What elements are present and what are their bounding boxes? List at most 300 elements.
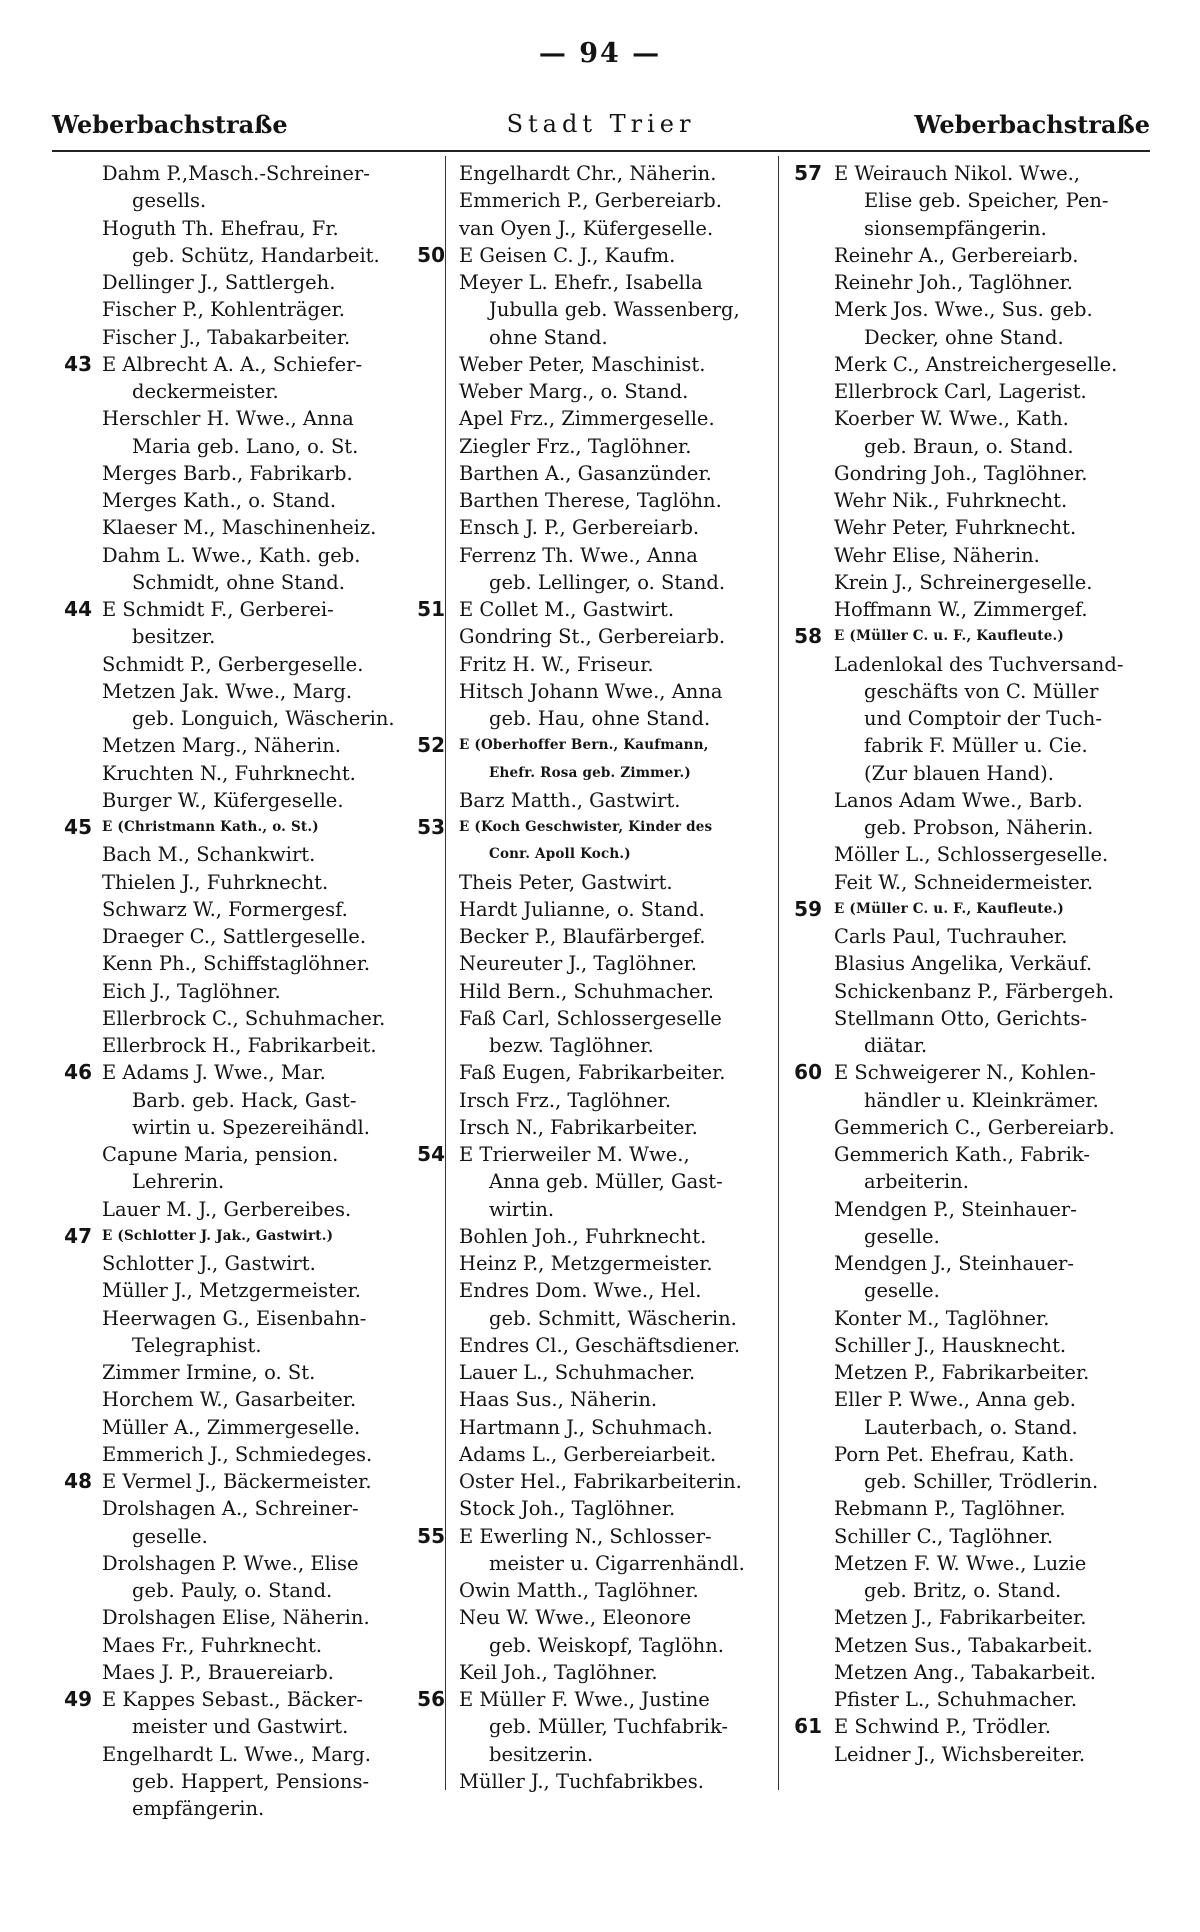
resident-entry [405, 1495, 785, 1522]
entry-line: Irsch N., Fabrikarbeiter. [459, 1115, 698, 1139]
entry-line: E Schweigerer N., Kohlen- [834, 1061, 1096, 1085]
house-number: 59 [794, 896, 822, 921]
resident-entry [788, 869, 1148, 896]
entry-continuation: Maria geb. Lano, o. St. [132, 434, 359, 458]
house-entry [788, 160, 1148, 242]
entry-line: Wehr Peter, Fuhrknecht. [834, 516, 1077, 540]
resident-entry [405, 460, 785, 487]
resident-entry [52, 1550, 442, 1605]
entry-continuation: geb. Probson, Näherin. [864, 816, 1094, 839]
entry-line: Wehr Elise, Näherin. [834, 543, 1040, 567]
entry-continuation: händler u. Kleinkrämer. [864, 1088, 1099, 1112]
entry-line: Dellinger J., Sattlergeh. [102, 271, 336, 294]
house-entry [788, 1059, 1148, 1114]
house-number: 44 [64, 597, 92, 621]
entry-line: Carls Paul, Tuchrauher. [834, 925, 1068, 948]
header-rule [52, 150, 1150, 152]
resident-entry [788, 296, 1148, 351]
entry-line: Ferrenz Th. Wwe., Anna [459, 543, 698, 567]
entry-line: E Albrecht A. A., Schiefer- [102, 352, 363, 376]
entry-line: Stellmann Otto, Gerichts- [834, 1006, 1088, 1030]
resident-entry [788, 460, 1148, 487]
entry-continuation: geselle. [864, 1279, 940, 1303]
entry-continuation: Jubulla geb. Wassenberg, [489, 298, 740, 322]
entry-continuation: Conr. Apoll Koch.) [489, 846, 631, 863]
resident-entry [52, 896, 442, 923]
entry-continuation: geb. Schütz, Handarbeit. [132, 243, 380, 267]
resident-entry [405, 1604, 785, 1659]
resident-entry [405, 1468, 785, 1495]
entry-line: Gemmerich Kath., Fabrik- [834, 1143, 1090, 1166]
house-entry [52, 351, 442, 406]
resident-entry [405, 1250, 785, 1277]
entry-continuation: Barb. geb. Hack, Gast- [132, 1088, 357, 1112]
resident-entry [405, 269, 785, 351]
entry-line: Barthen A., Gasanzünder. [459, 461, 712, 485]
entry-line: Barz Matth., Gastwirt. [459, 788, 681, 812]
entry-line: Zimmer Irmine, o. St. [102, 1361, 316, 1384]
entry-line: Heerwagen G., Eisenbahn- [102, 1306, 367, 1330]
resident-entry [788, 1114, 1148, 1141]
resident-entry [52, 678, 442, 733]
resident-entry [788, 242, 1148, 269]
house-number: 43 [64, 351, 92, 376]
resident-entry [52, 950, 442, 977]
entry-line: Herschler H. Wwe., Anna [102, 407, 354, 431]
resident-entry [52, 1414, 442, 1441]
resident-entry [52, 1604, 442, 1631]
resident-entry [788, 1632, 1148, 1659]
entry-line: Wehr Nik., Fuhrknecht. [834, 489, 1068, 512]
entry-line: Schickenbanz P., Färbergeh. [834, 979, 1115, 1003]
resident-entry [788, 514, 1148, 541]
resident-entry [52, 160, 442, 215]
resident-entry [52, 651, 442, 678]
resident-entry [788, 596, 1148, 623]
house-number: 46 [64, 1060, 92, 1085]
entry-continuation: Telegraphist. [132, 1333, 262, 1357]
resident-entry [405, 896, 785, 923]
entry-line: Drolshagen P. Wwe., Elise [102, 1551, 359, 1575]
house-number: 48 [64, 1469, 92, 1493]
resident-entry [52, 215, 442, 270]
entry-continuation: Anna geb. Müller, Gast- [489, 1170, 723, 1194]
resident-entry [405, 1332, 785, 1359]
entry-line: Koerber W. Wwe., Kath. [834, 407, 1069, 431]
entry-continuation: bezw. Taglöhner. [489, 1034, 654, 1057]
entry-line: Ellerbrock C., Schuhmacher. [102, 1006, 386, 1030]
entry-line: Faß Eugen, Fabrikarbeiter. [459, 1061, 726, 1085]
house-number: 55 [417, 1523, 445, 1548]
entry-line: Emmerich J., Schmiedeges. [102, 1442, 373, 1466]
entry-line: Merges Kath., o. Stand. [102, 489, 337, 512]
entry-line: Müller J., Tuchfabrikbes. [459, 1769, 704, 1793]
resident-entry [405, 1005, 785, 1060]
resident-entry [52, 1495, 442, 1550]
entry-line: E Weirauch Nikol. Wwe., [834, 162, 1081, 185]
resident-entry [52, 1741, 442, 1823]
entry-line: Reinehr A., Gerbereiarb. [834, 243, 1079, 267]
entry-line: Capune Maria, pension. [102, 1143, 339, 1166]
entry-line: Owin Matth., Taglöhner. [459, 1579, 699, 1602]
entry-line: Merk C., Anstreichergeselle. [834, 352, 1118, 376]
entry-line: Hild Bern., Schuhmacher. [459, 979, 714, 1003]
entry-continuation: Lehrerin. [132, 1170, 225, 1194]
entry-line: E (Oberhoffer Bern., Kaufmann, [459, 737, 709, 754]
entry-continuation: Elise geb. Speicher, Pen- [864, 189, 1109, 213]
resident-entry [788, 651, 1148, 787]
entry-line: Horchem W., Gasarbeiter. [102, 1388, 357, 1412]
running-header [52, 110, 1150, 146]
house-number: 49 [64, 1687, 92, 1711]
resident-entry [788, 1550, 1148, 1605]
resident-entry [788, 923, 1148, 950]
entry-line: E Trierweiler M. Wwe., [459, 1143, 690, 1166]
entry-continuation: besitzerin. [489, 1742, 594, 1766]
entry-line: Metzen Ang., Tabakarbeit. [834, 1660, 1096, 1684]
house-entry [788, 623, 1148, 650]
entry-continuation: Decker, ohne Stand. [864, 325, 1064, 349]
resident-entry [788, 405, 1148, 460]
entry-continuation: Ehefr. Rosa geb. Zimmer.) [489, 764, 692, 781]
resident-entry [405, 1114, 785, 1141]
entry-continuation: geschäfts von C. Müller [864, 679, 1099, 703]
entry-line: Draeger C., Sattlergeselle. [102, 925, 367, 948]
house-entry [405, 596, 785, 623]
entry-line: E Schwind P., Trödler. [834, 1715, 1051, 1739]
house-number: 51 [417, 597, 445, 621]
entry-line: Barthen Therese, Taglöhn. [459, 489, 722, 512]
entry-line: Becker P., Blaufärbergef. [459, 925, 706, 948]
resident-entry [788, 1250, 1148, 1305]
entry-continuation: wirtin. [489, 1197, 555, 1221]
entry-continuation: geb. Schiller, Trödlerin. [864, 1470, 1099, 1493]
resident-entry [52, 923, 442, 950]
entry-line: Keil Joh., Taglöhner. [459, 1660, 658, 1684]
house-entry [405, 242, 785, 269]
entry-line: E (Müller C. u. F., Kaufleute.) [834, 900, 1064, 917]
entry-line: Metzen J., Fabrikarbeiter. [834, 1606, 1087, 1630]
entry-line: E Vermel J., Bäckermeister. [102, 1470, 372, 1493]
resident-entry [405, 1414, 785, 1441]
resident-entry [405, 1223, 785, 1250]
entry-continuation: geb. Schmitt, Wäscherin. [489, 1306, 737, 1330]
house-entry [52, 814, 442, 841]
resident-entry [788, 787, 1148, 842]
resident-entry [52, 542, 442, 597]
entry-continuation: besitzer. [132, 625, 216, 649]
entry-line: Klaeser M., Maschinenheiz. [102, 516, 377, 540]
entry-line: E (Schlotter J. Jak., Gastwirt.) [102, 1227, 334, 1244]
entry-line: Theis Peter, Gastwirt. [459, 870, 673, 894]
entry-continuation: geb. Britz, o. Stand. [864, 1579, 1062, 1602]
resident-entry [788, 1386, 1148, 1441]
house-number: 50 [417, 242, 445, 267]
entry-line: Pfister L., Schuhmacher. [834, 1688, 1078, 1711]
entry-line: van Oyen J., Küfergeselle. [459, 216, 714, 240]
resident-entry [52, 1659, 442, 1686]
entry-line: Schiller J., Hausknecht. [834, 1333, 1067, 1357]
house-number: 60 [794, 1060, 822, 1085]
house-entry [405, 814, 785, 869]
resident-entry [52, 1386, 442, 1413]
resident-entry [405, 378, 785, 405]
entry-line: E (Müller C. u. F., Kaufleute.) [834, 628, 1064, 645]
entry-line: Lauer L., Schuhmacher. [459, 1361, 696, 1384]
resident-entry [52, 324, 442, 351]
entry-line: Neu W. Wwe., Eleonore [459, 1606, 692, 1630]
resident-entry [405, 651, 785, 678]
resident-entry [788, 487, 1148, 514]
entry-line: Maes Fr., Fuhrknecht. [102, 1633, 323, 1657]
resident-entry [788, 1441, 1148, 1496]
resident-entry [788, 978, 1148, 1005]
entry-line: Maes J. P., Brauereiarb. [102, 1660, 334, 1684]
entry-line: Emmerich P., Gerbereiarb. [459, 189, 722, 213]
header-city: Stadt Trier [506, 110, 696, 138]
entry-line: Hitsch Johann Wwe., Anna [459, 679, 723, 703]
resident-entry [52, 841, 442, 868]
entry-line: Hoguth Th. Ehefrau, Fr. [102, 216, 339, 240]
entry-line: Heinz P., Metzgermeister. [459, 1252, 713, 1275]
entry-line: Ellerbrock Carl, Lagerist. [834, 380, 1087, 403]
entry-continuation: geselle. [864, 1224, 940, 1248]
entry-continuation: geb. Pauly, o. Stand. [132, 1579, 333, 1602]
house-number: 52 [417, 733, 445, 758]
entry-line: Kenn Ph., Schiffstaglöhner. [102, 952, 371, 976]
resident-entry [788, 1196, 1148, 1251]
house-number: 54 [417, 1142, 445, 1166]
house-number: 56 [417, 1687, 445, 1711]
column-divider [778, 156, 779, 1790]
resident-entry [52, 787, 442, 814]
entry-continuation: fabrik F. Müller u. Cie. [864, 734, 1088, 758]
resident-entry [405, 623, 785, 650]
house-entry [52, 596, 442, 651]
entry-line: Blasius Angelika, Verkäuf. [834, 952, 1093, 976]
resident-entry [405, 787, 785, 814]
entry-line: E Schmidt F., Gerberei- [102, 598, 334, 621]
entry-line: E (Christmann Kath., o. St.) [102, 819, 319, 835]
house-entry [788, 1713, 1148, 1740]
entry-line: Eller P. Wwe., Anna geb. [834, 1388, 1076, 1412]
entry-line: Fritz H. W., Friseur. [459, 652, 654, 676]
entry-continuation: meister u. Cigarrenhändl. [489, 1551, 745, 1575]
entry-line: Merk Jos. Wwe., Sus. geb. [834, 298, 1093, 322]
entry-continuation: geb. Braun, o. Stand. [864, 434, 1074, 458]
resident-entry [52, 869, 442, 896]
entry-line: Kruchten N., Fuhrknecht. [102, 761, 356, 785]
resident-entry [52, 405, 442, 460]
entry-line: Dahm P.,Masch.-Schreiner- [102, 162, 370, 185]
entry-line: Möller L., Schlossergeselle. [834, 843, 1109, 867]
house-number: 57 [794, 161, 822, 185]
resident-entry [405, 1441, 785, 1468]
house-entry [405, 1523, 785, 1578]
entry-line: Metzen P., Fabrikarbeiter. [834, 1361, 1090, 1384]
header-street-left: Weberbachstraße [52, 110, 288, 139]
resident-entry [52, 460, 442, 487]
entry-continuation: geselle. [132, 1524, 208, 1548]
column-3 [788, 160, 1148, 1800]
resident-entry [52, 487, 442, 514]
resident-entry [405, 1768, 785, 1795]
entry-line: Leidner J., Wichsbereiter. [834, 1742, 1086, 1766]
entry-line: Müller J., Metzgermeister. [102, 1279, 361, 1303]
entry-line: E (Koch Geschwister, Kinder des [459, 819, 713, 835]
entry-line: Neureuter J., Taglöhner. [459, 952, 697, 976]
resident-entry [405, 1087, 785, 1114]
entry-continuation: sionsempfängerin. [864, 216, 1047, 240]
column-2 [405, 160, 785, 1800]
entry-line: Ladenlokal des Tuchversand- [834, 652, 1124, 676]
resident-entry [788, 950, 1148, 977]
resident-entry [405, 869, 785, 896]
entry-continuation: geb. Müller, Tuchfabrik- [489, 1715, 729, 1739]
entry-continuation: deckermeister. [132, 380, 279, 403]
resident-entry [52, 760, 442, 787]
resident-entry [788, 1741, 1148, 1768]
house-number: 45 [64, 815, 92, 839]
resident-entry [405, 1386, 785, 1413]
entry-line: Mendgen J., Steinhauer- [834, 1252, 1074, 1275]
resident-entry [788, 1141, 1148, 1196]
entry-line: Merges Barb., Fabrikarb. [102, 461, 353, 485]
entry-line: Gondring Joh., Taglöhner. [834, 461, 1088, 485]
resident-entry [405, 678, 785, 733]
entry-continuation: empfängerin. [132, 1797, 265, 1820]
entry-line: Weber Marg., o. Stand. [459, 380, 689, 403]
entry-line: Schlotter J., Gastwirt. [102, 1252, 316, 1275]
resident-entry [52, 1250, 442, 1277]
entry-line: Reinehr Joh., Taglöhner. [834, 271, 1073, 294]
resident-entry [405, 514, 785, 541]
resident-entry [788, 269, 1148, 296]
entry-continuation: arbeiterin. [864, 1170, 969, 1194]
entry-line: Endres Cl., Geschäftsdiener. [459, 1333, 741, 1357]
entry-line: Fischer P., Kohlenträger. [102, 298, 345, 322]
resident-entry [788, 1659, 1148, 1686]
entry-line: Hartmann J., Schuhmach. [459, 1415, 713, 1439]
entry-continuation: gesells. [132, 189, 207, 213]
resident-entry [52, 1141, 442, 1196]
entry-continuation: geb. Longuich, Wäscherin. [132, 707, 395, 730]
house-entry [52, 1686, 442, 1741]
entry-line: Drolshagen A., Schreiner- [102, 1497, 359, 1521]
entry-line: Mendgen P., Steinhauer- [834, 1197, 1077, 1221]
house-number: 58 [794, 624, 822, 649]
entry-line: Faß Carl, Schlossergeselle [459, 1006, 722, 1030]
resident-entry [52, 1196, 442, 1223]
entry-line: Metzen Jak. Wwe., Marg. [102, 679, 353, 703]
entry-line: Apel Frz., Zimmergeselle. [459, 407, 715, 431]
house-entry [405, 732, 785, 787]
resident-entry [788, 841, 1148, 868]
resident-entry [405, 1059, 785, 1086]
entry-line: Metzen Marg., Näherin. [102, 734, 342, 758]
header-street-right: Weberbachstraße [914, 110, 1150, 139]
resident-entry [52, 1632, 442, 1659]
entry-line: Weber Peter, Maschinist. [459, 352, 706, 376]
entry-line: Ziegler Frz., Taglöhner. [459, 434, 692, 458]
entry-line: Hoffmann W., Zimmergef. [834, 598, 1088, 621]
entry-line: Konter M., Taglöhner. [834, 1306, 1050, 1330]
house-entry [405, 1141, 785, 1223]
entry-line: Oster Hel., Fabrikarbeiterin. [459, 1470, 742, 1493]
resident-entry [405, 950, 785, 977]
entry-line: Krein J., Schreinergeselle. [834, 570, 1093, 594]
entry-continuation: wirtin u. Spezereihändl. [132, 1115, 370, 1139]
resident-entry [52, 1005, 442, 1032]
entry-line: E Collet M., Gastwirt. [459, 598, 675, 621]
entry-line: Porn Pet. Ehefrau, Kath. [834, 1442, 1075, 1466]
entry-line: Lauer M. J., Gerbereibes. [102, 1197, 352, 1221]
resident-entry [788, 1005, 1148, 1060]
resident-entry [52, 1305, 442, 1360]
entry-line: Ensch J. P., Gerbereiarb. [459, 516, 700, 540]
entry-line: E Ewerling N., Schlosser- [459, 1524, 712, 1548]
entry-continuation: diätar. [864, 1034, 928, 1057]
house-number: 47 [64, 1223, 92, 1248]
resident-entry [52, 514, 442, 541]
entry-line: E Kappes Sebast., Bäcker- [102, 1688, 363, 1711]
entry-line: Ellerbrock H., Fabrikarbeit. [102, 1034, 377, 1057]
entry-line: E Adams J. Wwe., Mar. [102, 1061, 326, 1085]
resident-entry [405, 923, 785, 950]
page-number: — 94 — [538, 38, 662, 69]
entry-line: Bohlen Joh., Fuhrknecht. [459, 1224, 707, 1248]
resident-entry [52, 269, 442, 296]
resident-entry [405, 1659, 785, 1686]
resident-entry [52, 732, 442, 759]
entry-line: Gondring St., Gerbereiarb. [459, 625, 726, 649]
resident-entry [405, 187, 785, 214]
resident-entry [788, 1604, 1148, 1631]
resident-entry [405, 487, 785, 514]
entry-line: Haas Sus., Näherin. [459, 1388, 658, 1412]
entry-line: Dahm L. Wwe., Kath. geb. [102, 543, 361, 567]
resident-entry [788, 569, 1148, 596]
entry-line: E Müller F. Wwe., Justine [459, 1688, 710, 1711]
resident-entry [405, 1359, 785, 1386]
resident-entry [788, 542, 1148, 569]
entry-continuation: Lauterbach, o. Stand. [864, 1415, 1078, 1439]
resident-entry [52, 296, 442, 323]
resident-entry [52, 1441, 442, 1468]
entry-line: Metzen Sus., Tabakarbeit. [834, 1633, 1093, 1657]
entry-continuation: meister und Gastwirt. [132, 1715, 349, 1739]
entry-line: Engelhardt L. Wwe., Marg. [102, 1742, 371, 1766]
resident-entry [405, 160, 785, 187]
house-entry [52, 1468, 442, 1495]
resident-entry [52, 1032, 442, 1059]
house-entry [52, 1223, 442, 1250]
entry-line: Schmidt P., Gerbergeselle. [102, 652, 364, 676]
entry-continuation: geb. Weiskopf, Taglöhn. [489, 1633, 724, 1657]
resident-entry [405, 351, 785, 378]
resident-entry [788, 1686, 1148, 1713]
resident-entry [788, 351, 1148, 378]
entry-line: Thielen J., Fuhrknecht. [102, 870, 329, 894]
entry-continuation: (Zur blauen Hand). [864, 761, 1054, 785]
entry-continuation: Schmidt, ohne Stand. [132, 570, 345, 594]
entry-line: Meyer L. Ehefr., Isabella [459, 271, 703, 294]
house-number: 61 [794, 1714, 822, 1739]
resident-entry [405, 433, 785, 460]
column-1 [52, 160, 442, 1820]
resident-entry [405, 405, 785, 432]
entry-line: Fischer J., Tabakarbeiter. [102, 325, 351, 349]
